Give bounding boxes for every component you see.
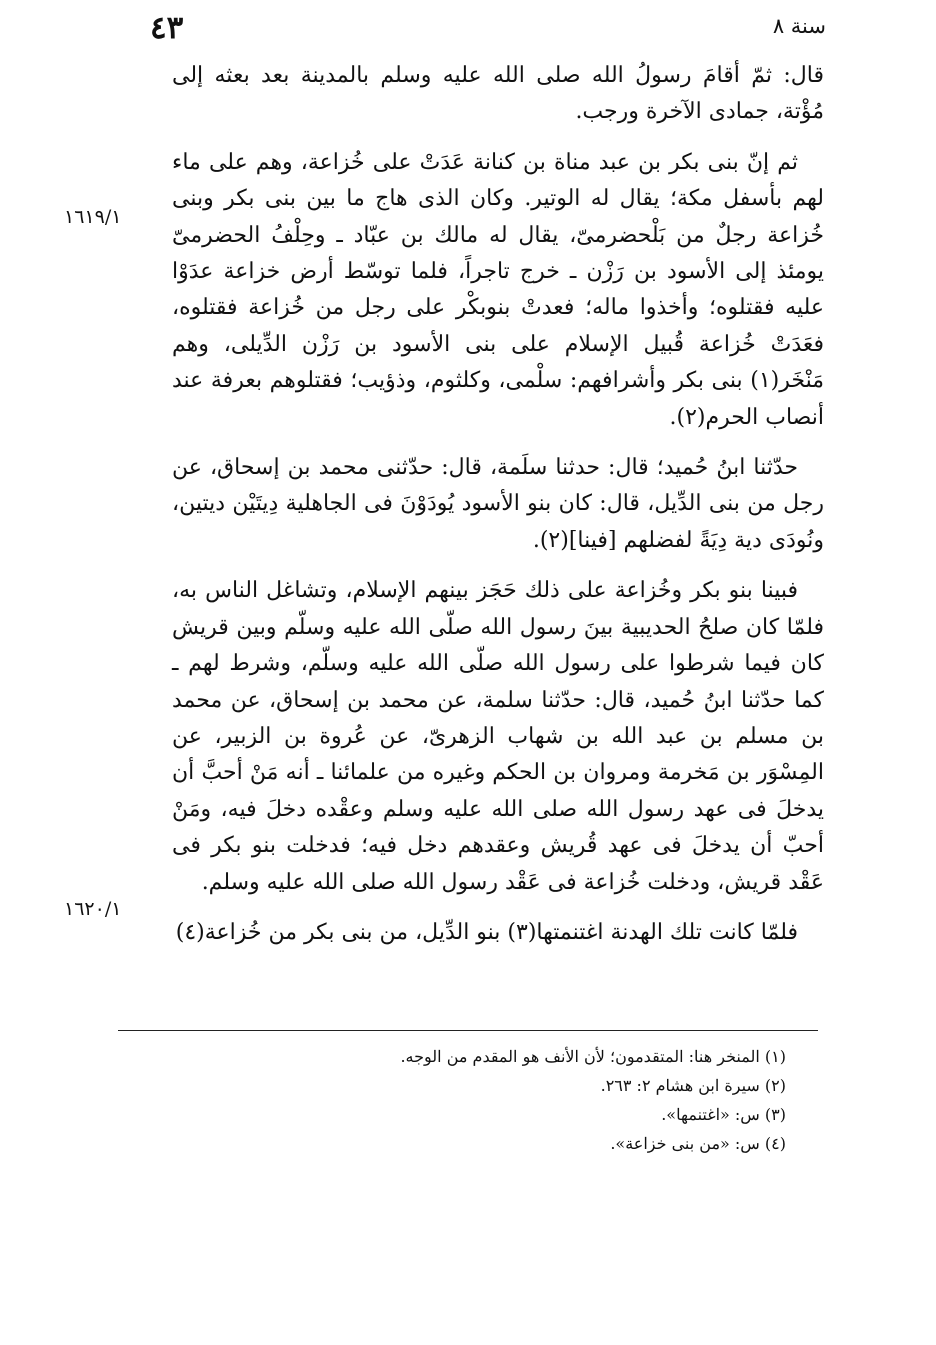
paragraph: قال: ثمّ أقامَ رسولُ الله صلى الله عليه وسلم بالمدينة بعد بعثه إلى مُؤْتة، جمادى الآخرة ورجب.: [172, 63, 824, 125]
footnote: (٢) سيرة ابن هشام ٢: ٢٦٣.: [600, 1076, 786, 1095]
footnotes: [156, 1042, 786, 1158]
footnote: (١) المنخر هنا: المتقدمون؛ لأن الأنف هو المقدم من الوجه.: [400, 1047, 786, 1066]
margin-reference: ١٦٢٠/١: [64, 898, 122, 920]
paragraph: حدّثنا ابنُ حُميد؛ قال: حدثنا سلَمة، قال: حدّثنى محمد بن إسحاق، عن رجل من بنى الدِّيل، قال: كان بنو الأسود يُودَوْنَ فى الجاهلية دِيتَيْن ديتين، ونُودَى دية دِيَةً لفضلهم [فينا](٢).: [172, 455, 824, 553]
paragraph: ثم إنّ بنى بكر بن عبد مناة بن كنانة عَدَتْ على خُزاعة، وهم على ماء لهم بأسفل مكة؛ يقال له الوتير. وكان الذى هاج ما بين بنى بكر وبنى خُزاعة رجلٌ من بَلْحضرمىّ، يقال له مالك بن عبّاد ـ وحِلْفُ الحضرمىّ يومئذ إلى الأسود بن رَزْن ـ خرج تاجراً، فلما توسّط أرض خزاعة عدَوْا عليه فقتلوه؛ وأخذوا ماله؛ فعدتْ بنوبكْر على رجل من خُزاعة فقتلوه، فعَدَتْ خُزاعة قُبيل الإسلام على بنى الأسود بن رَزْن الدِّيلى، وهم مَنْخَر(١) بنى بكر وأشرافهم: سلْمى، وكلثوم، وذؤيب؛ فقتلوهم بعرفة عند أنصاب الحرم(٢).: [172, 149, 824, 430]
footnote: (٤) س: «من بنى خزاعة».: [610, 1134, 786, 1153]
page-number: ٤٣: [150, 10, 184, 46]
footnote-divider: [118, 1030, 818, 1031]
main-text: [172, 58, 824, 951]
margin-reference: ١٦١٩/١: [64, 206, 122, 228]
paragraph: فلمّا كانت تلك الهدنة اغتنمتها(٣) بنو الدِّيل، من بنى بكر من خُزاعة(٤): [175, 919, 798, 945]
paragraph: فبينا بنو بكر وخُزاعة على ذلك حَجَز بينهم الإسلام، وتشاغل الناس به، فلمّا كان صلحُ الحديبية بينَ رسول الله صلّى الله عليه وسلّم وبين قريش كان فيما شرطوا على رسول الله صلّى الله عليه وسلّم، وشرط لهم ـ كما حدّثنا ابنُ حُميد، قال: حدّثنا سلمة، عن محمد بن إسحاق، عن محمد بن مسلم بن عبد الله بن شهاب الزهرىّ، عن عُروة بن الزبير، عن المِسْوَر بن مَخرمة ومروان بن الحكم وغيره من علمائنا ـ أنه مَنْ أحبَّ أن يدخلَ فى عهد رسول الله صلى الله عليه وسلم وعقْده دخلَ فيه، ومَنْ أحبّ أن يدخلَ فى عهد قُريش وعقدهم دخل فيه؛ فدخلت بنو بكر فى عَقْد قريش، ودخلت خُزاعة فى عَقْد رسول الله صلى الله عليه وسلم.: [172, 578, 824, 895]
year-label: سنة ٨: [772, 14, 826, 38]
footnote: (٣) س: «اغتنمها».: [661, 1105, 786, 1124]
running-head: [110, 10, 826, 54]
